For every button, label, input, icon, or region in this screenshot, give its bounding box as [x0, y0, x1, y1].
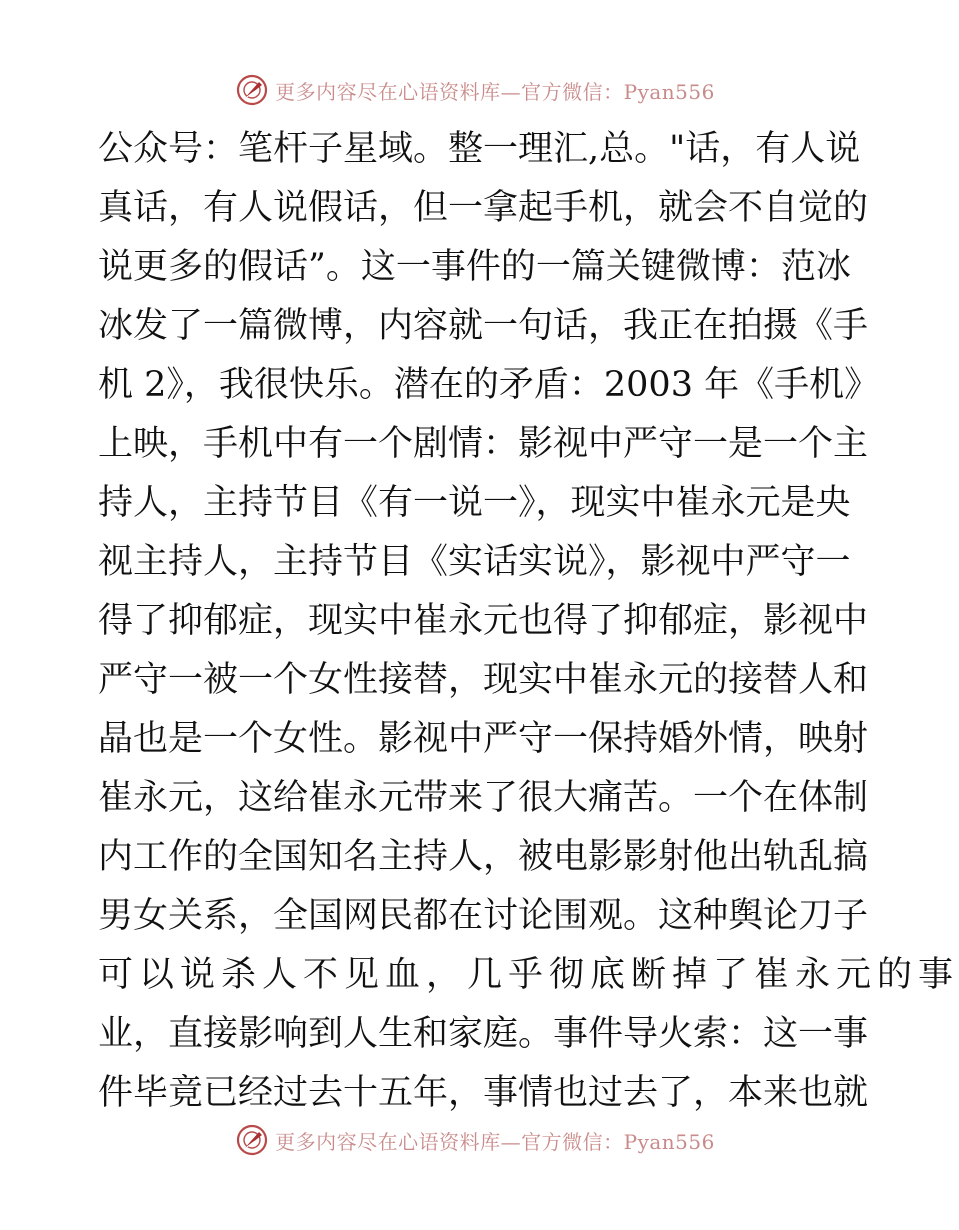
text-line: 得了抑郁症，现实中崔永元也得了抑郁症，影视中: [98, 601, 869, 641]
footer-banner: [0, 1120, 950, 1160]
footer-banner-text: 更多内容尽在心语资料库—官方微信：Pyan556: [275, 1129, 715, 1154]
header-banner: [0, 70, 950, 110]
text-line: 严守一被一个女性接替，现实中崔永元的接替人和: [98, 660, 869, 700]
text-line: 男女关系，全国网民都在讨论围观。这种舆论刀子: [98, 896, 869, 936]
text-line: 可以说杀人不见血，几乎彻底断掉了崔永元的事: [98, 955, 959, 995]
text-line: 视主持人，主持节目《实话实说》，影视中严守一: [98, 542, 851, 582]
text-line: 内工作的全国知名主持人，被电影影射他出轨乱搞: [98, 837, 869, 877]
text-line: 真话，有人说假话，但一拿起手机，就会不自觉的: [98, 188, 869, 228]
text-line: 冰发了一篇微博，内容就一句话，我正在拍摄《手: [98, 306, 869, 346]
text-line: 崔永元，这给崔永元带来了很大痛苦。一个在体制: [98, 778, 869, 818]
text-line: 件毕竟已经过去十五年，事情也过去了，本来也就: [98, 1073, 869, 1113]
text-line: 持人，主持节目《有一说一》，现实中崔永元是央: [98, 483, 851, 523]
text-line: 机 2》，我很快乐。潜在的矛盾：2003 年《手机》: [98, 365, 880, 405]
text-line: 业，直接影响到人生和家庭。事件导火索：这一事: [98, 1014, 869, 1054]
feather-logo-icon: [235, 1123, 269, 1157]
header-banner-text: 更多内容尽在心语资料库—官方微信：Pyan556: [275, 79, 715, 104]
text-line: 晶也是一个女性。影视中严守一保持婚外情，映射: [98, 719, 869, 759]
text-line: 公众号：笔杆子星域。整一理汇,总。"话，有人说: [98, 129, 861, 169]
feather-logo-icon: [235, 73, 269, 107]
document-body: [98, 120, 959, 1123]
text-line: 说更多的假话”。这一事件的一篇关键微博：范冰: [98, 247, 851, 287]
text-line: 上映，手机中有一个剧情：影视中严守一是一个主: [98, 424, 869, 464]
